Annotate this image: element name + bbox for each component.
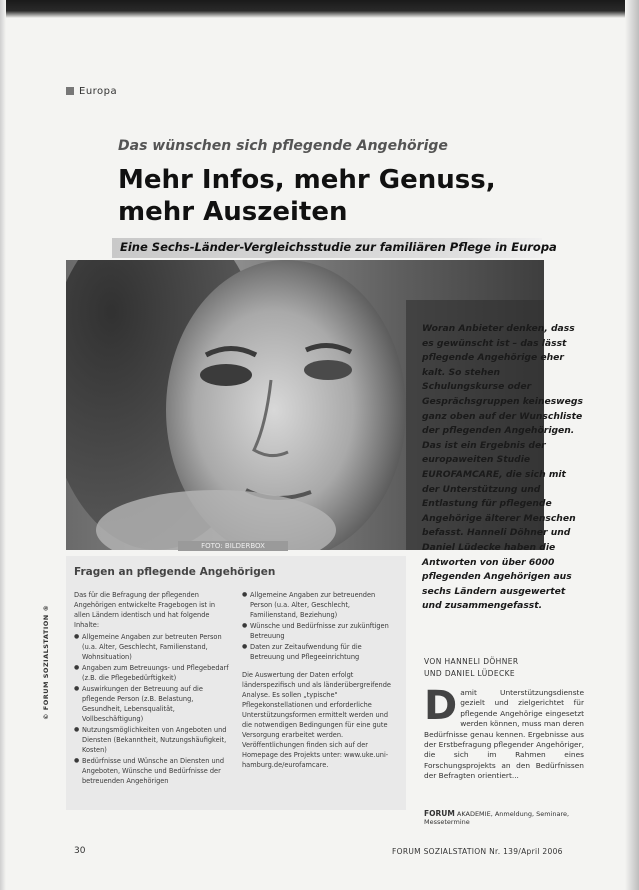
scan-edge-top	[0, 0, 639, 18]
section-square-icon	[66, 87, 74, 95]
scan-edge-right	[625, 0, 639, 890]
list-item: ● Nutzungsmöglichkeiten von Angeboten und Diensten (Bekanntheit, Nutzungshäufigkeit, Kosten)	[74, 725, 230, 755]
byline-line-1: VON HANNELI DÖHNER	[424, 657, 519, 666]
info-box-left-list	[74, 632, 230, 786]
byline	[424, 656, 518, 680]
info-box	[66, 556, 406, 810]
info-box-right-column	[242, 590, 398, 772]
body-text-content: amit Unterstützungsdienste gezielt und zielgerichtet für pflegende Angehörige eingesetzt werden können, muss man deren Bedürfnisse genau kennen. Ergebnisse aus der Erstbefragung pflegender Angehöriger, die sich im Rahmen eines Forschungsprojekts an den Bedürfnissen der Befragten orientiert...	[424, 688, 584, 781]
footer-promo-brand: FORUM	[424, 809, 455, 818]
headline-line-2: mehr Auszeiten	[118, 197, 348, 227]
page-number: 30	[74, 846, 86, 856]
list-item: ● Daten zur Zeitaufwendung für die Betreuung und Pflegeeinrichtung	[242, 642, 398, 662]
info-box-left-column	[74, 590, 230, 787]
info-box-right-list	[242, 590, 398, 662]
subhead: Eine Sechs-Länder-Vergleichsstudie zur familiären Pflege in Europa	[120, 240, 557, 254]
vertical-copyright-label: © FORUM SOZIALSTATION ®	[42, 604, 50, 720]
info-box-title: Fragen an pflegende Angehörigen	[74, 566, 276, 578]
list-item: ● Allgemeine Angaben zur betreuten Person (u.a. Alter, Geschlecht, Familienstand, Wohnsituation)	[74, 632, 230, 662]
headline-line-1: Mehr Infos, mehr Genuss,	[118, 165, 496, 195]
byline-line-2: UND DANIEL LÜDECKE	[424, 669, 516, 678]
list-item: ● Angaben zum Betreuungs- und Pflegebedarf (z.B. die Pflegebedürftigkeit)	[74, 663, 230, 683]
section-label-text: Europa	[79, 86, 118, 97]
dropcap: D	[424, 683, 458, 729]
photo-credit-strip	[178, 541, 288, 551]
list-item: ● Auswirkungen der Betreuung auf die pflegende Person (z.B. Belastung, Gesundheit, Lebensqualität, Vollbeschäftigung)	[74, 684, 230, 724]
section-label	[66, 86, 117, 97]
footer-promo	[424, 810, 584, 826]
list-item: ● Wünsche und Bedürfnisse zur zukünftigen Betreuung	[242, 621, 398, 641]
info-box-intro: Das für die Befragung der pflegenden Angehörigen entwickelte Fragebogen ist in allen Ländern identisch und hat folgende Inhalte:	[74, 591, 216, 629]
list-item: ● Bedürfnisse und Wünsche an Diensten und Angeboten, Wünsche und Bedürfnisse der betreuenden Angehörigen	[74, 756, 230, 786]
list-item: ● Allgemeine Angaben zur betreuenden Person (u.a. Alter, Geschlecht, Familienstand, Beziehung)	[242, 590, 398, 620]
scan-edge-left	[0, 0, 6, 890]
headline	[118, 164, 538, 228]
kicker: Das wünschen sich pflegende Angehörige	[118, 138, 448, 154]
photo-credit-text: FOTO: BILDERBOX	[201, 542, 265, 550]
body-text	[424, 683, 584, 782]
footer-promo-text: AKADEMIE, Anmeldung, Seminare, Messetermine	[424, 810, 570, 826]
intro-paragraph: Woran Anbieter denken, dass es gewünscht ist – das lässt pflegende Angehörige eher kalt. So stehen Schulungskurse oder Gesprächsgruppen keineswegs ganz oben auf der Wunschliste der pflegenden Angehörigen. Das ist ein Ergebnis der europaweiten Studie EUROFAMCARE, die sich mit der Unterstützung und Entlastung für pflegende Angehörige älterer Menschen befasst. Hanneli Döhner und Daniel Lüdecke haben die Antworten von über 6000 pflegenden Angehörigen aus sechs Ländern ausgewertet und zusammengefasst.	[422, 323, 583, 612]
footer-magazine-line: FORUM SOZIALSTATION Nr. 139/April 2006	[392, 847, 563, 856]
info-box-right-paragraph: Die Auswertung der Daten erfolgt länderspezifisch und als länderübergreifende Analyse. Es sollen „typische" Pflegekonstellationen und erforderliche Unterstützungsformen ermittelt werden und die notwendigen Bedingungen für eine gute Versorgung erarbeitet werden. Veröffentlichungen finden sich auf der Homepage des Projekts unter: www.uke.uni-hamburg.de/eurofamcare.	[242, 671, 391, 769]
